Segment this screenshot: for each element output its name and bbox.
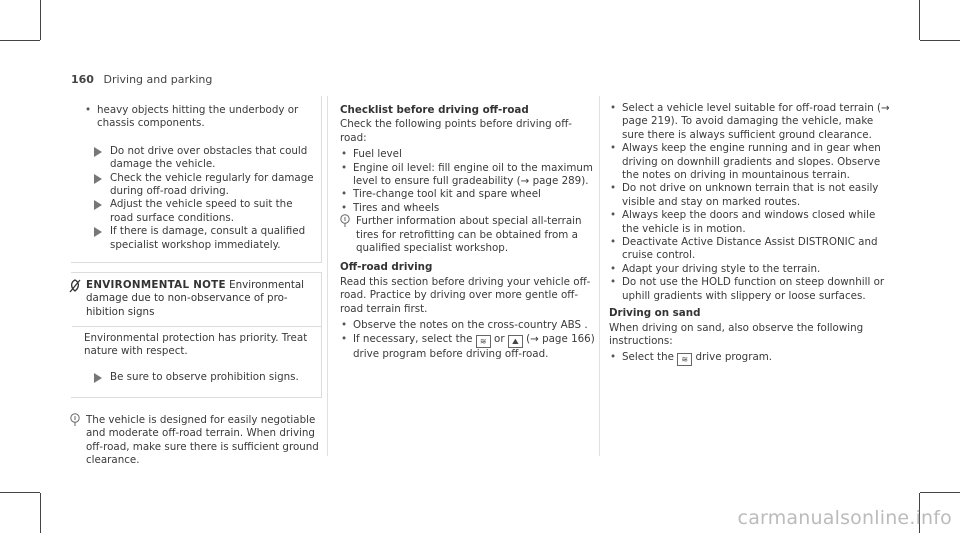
offroad-intro: Read this section before driving your vehicle off-road. Practice by driving over more gentle off-road terrain first. [340,275,591,315]
page-header [71,73,212,86]
action-step: Check the vehicle regularly for damage during off-road driving. [84,172,314,199]
list-item: • Always keep the doors and windows closed while the vehicle is in motion. [609,209,891,236]
list-item: • Select a vehicle level suitable for off-road terrain (→ page 219). To avoid damaging the vehicle, make sure there is always sufficient ground clearance. [609,102,891,142]
sand-program-icon: ≋ [677,353,692,366]
env-note-body [84,332,316,384]
list-item: • Do not use the HOLD function on steep downhill or uphill gradients with slippery or loose surfaces. [609,276,891,303]
action-step: Be sure to observe prohibition signs. [84,371,316,384]
action-step: If there is damage, consult a qualified specialist workshop immediately. [84,225,314,252]
environment-icon [69,279,81,293]
env-note-paragraph: Environmental protection has priority. Treat nature with respect. [84,332,308,358]
column-3 [609,102,891,366]
env-note-header [86,279,320,319]
list-item: • Fuel level [340,148,598,161]
crop-mark [0,40,40,41]
arrow-icon [94,200,102,210]
env-note-title: ENVIRONMENTAL NOTE [86,279,226,291]
crop-mark [920,40,960,41]
checklist-heading: Checklist before driving off-road [340,104,529,116]
action-step: Do not drive over obstacles that could damage the vehicle. [84,145,314,172]
arrow-icon [94,174,102,184]
crop-mark [0,492,40,493]
arrow-icon [94,147,102,157]
list-item: • Adapt your driving style to the terrain. [609,263,891,276]
list-item: • If necessary, select the ≋ or ⛰ (→ page 166) drive program before driving off-road. [340,333,598,361]
info-note: The vehicle is designed for easily negotiable and moderate off-road terrain. When driving off-road, make sure there is sufficient ground clearance. [70,414,320,468]
arrow-icon [94,227,102,237]
offroad-heading: Off-road driving [340,261,433,274]
arrow-icon [94,373,102,383]
env-note-text: Environmental damage due to non-observance of prohibition signs [86,279,305,318]
list-item: • Deactivate Active Distance Assist DISTRONIC and cruise control. [609,236,891,263]
crop-mark [920,492,960,493]
watermark: carmanualsonline.info [737,507,952,529]
crop-mark [40,493,41,533]
info-icon [340,214,352,228]
column-1-top [84,104,314,252]
list-item: • Select the ≋ drive program. [609,351,891,366]
list-item: • heavy objects hitting the underbody or chassis components. [84,104,314,131]
sand-program-icon: ≋ [476,335,491,348]
checklist-intro: Check the following points before driving off-road: [340,118,573,144]
list-item: • Tires and wheels [340,202,598,215]
list-item: • Do not drive on unknown terrain that is not easily visible and stay on marked routes. [609,182,891,209]
divider [72,326,322,327]
crop-mark [919,0,920,40]
list-item: • Observe the notes on the cross-country ABS . [340,319,598,332]
info-note: Further information about special all-terrain tires for retrofitting can be obtained from a qualified specialist workshop. [340,215,598,255]
list-item: • Engine oil level: fill engine oil to the maximum level to ensure full gradeability (→ page 289). [340,162,598,189]
section-title: Driving and parking [103,73,213,86]
column-1-info [70,414,320,468]
sand-intro: When driving on sand, also observe the following instructions: [609,321,864,347]
column-2 [340,102,598,361]
action-step: Adjust the vehicle speed to suit the road surface conditions. [84,198,314,225]
sand-heading: Driving on sand [609,307,701,320]
crop-mark [40,0,41,40]
list-item: • Always keep the engine running and in gear when driving on downhill gradients and slopes. Observe the notes on driving in mountainous terrain. [609,142,891,182]
column-divider [599,96,600,456]
page-number: 160 [71,73,94,86]
column-divider [327,96,328,456]
offroad-program-icon: ⛰ [508,335,523,348]
info-icon [70,413,82,427]
list-item: • Tire-change tool kit and spare wheel [340,188,598,201]
